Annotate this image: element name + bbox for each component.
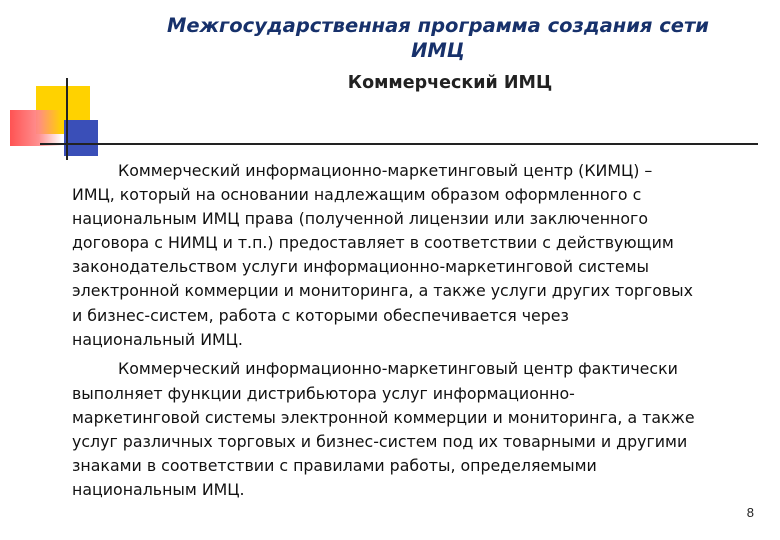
- paragraph-1-line-1: Коммерческий информационно-маркетинговый центр (КИМЦ) –: [118, 161, 653, 180]
- paragraph-2-line-5: знаками в соответствии с правилами работы, определяемыми: [72, 456, 597, 475]
- paragraph-1-line-5: законодательством услуги информационно-маркетинговой системы: [72, 257, 650, 276]
- page-number: 8: [746, 505, 754, 520]
- paragraph-1-line-2: ИМЦ, который на основании надлежащим образом оформленного с: [72, 185, 642, 204]
- paragraph-1-line-4: договора с НИМЦ и т.п.) предоставляет в соответствии с действующим: [72, 233, 674, 252]
- decor-vertical-line: [66, 78, 68, 160]
- decor-horizontal-rule: [40, 143, 758, 145]
- slide-title-line-1: Межгосударственная программа создания сети: [167, 14, 709, 37]
- paragraph-1-line-7: и бизнес-систем, работа с которыми обеспечивается через: [72, 306, 569, 325]
- paragraph-2-line-1: Коммерческий информационно-маркетинговый центр фактически: [118, 359, 678, 378]
- paragraph-2-line-3: маркетинговой системы электронной коммерции и мониторинга, а также: [72, 408, 695, 427]
- paragraph-1-line-8: национальный ИМЦ.: [72, 330, 243, 349]
- decor-red-square: [10, 110, 62, 146]
- paragraph-1-line-3: национальным ИМЦ права (полученной лицензии или заключенного: [72, 209, 649, 228]
- paragraph-2-line-2: выполняет функции дистрибьютора услуг информационно-: [72, 384, 575, 403]
- paragraph-2-line-4: услуг различных торговых и бизнес-систем под их товарными и другими: [72, 432, 688, 451]
- decor-blue-square: [64, 120, 98, 156]
- paragraph-2-line-6: национальным ИМЦ.: [72, 480, 245, 499]
- slide-title-line-2: ИМЦ: [411, 39, 465, 62]
- paragraph-1-line-6: электронной коммерции и мониторинга, а также услуги других торговых: [72, 281, 693, 300]
- slide-subtitle: Коммерческий ИМЦ: [347, 73, 553, 93]
